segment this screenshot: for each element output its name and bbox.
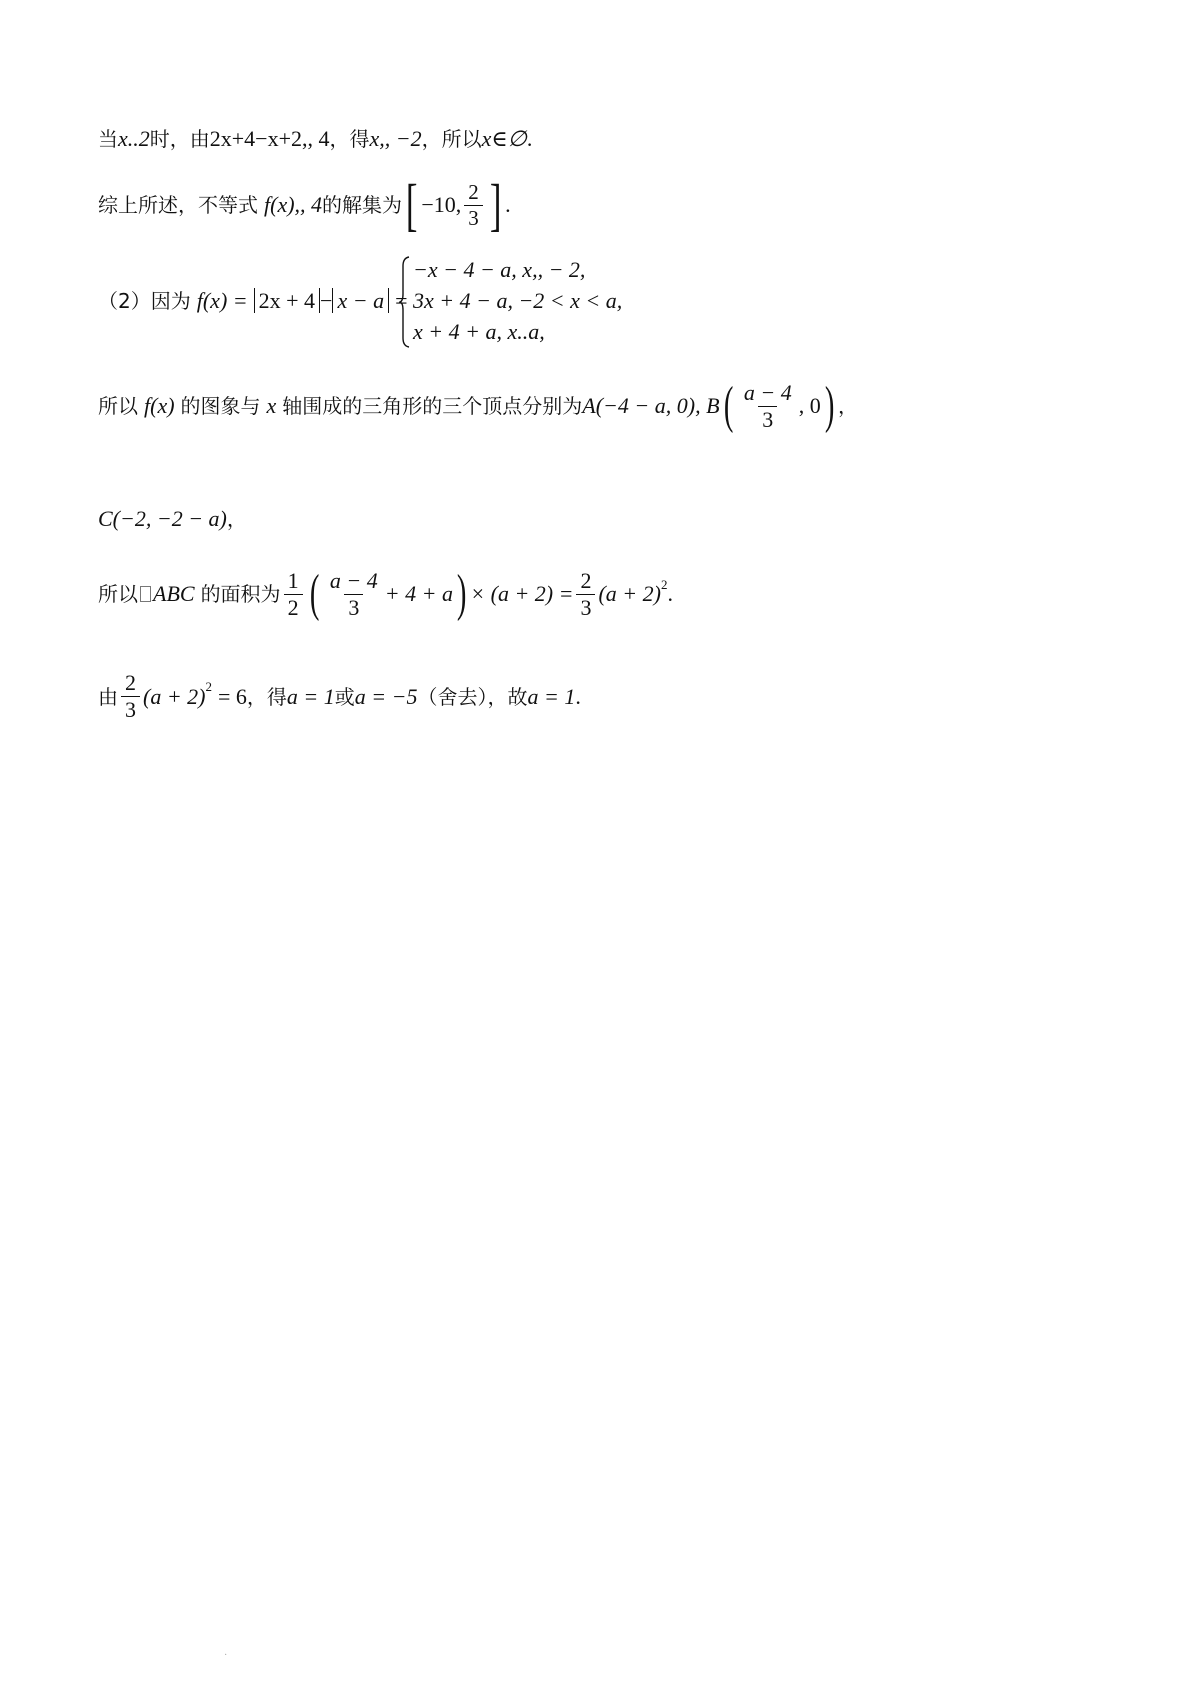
text: 的解集为 [322,193,403,217]
piecewise-cases [413,254,622,347]
fraction [121,672,140,721]
solution-line-2 [98,172,511,237]
close-bracket: ] [489,172,502,237]
math: f(x),, 4 [264,192,323,217]
solution-line-5 [98,508,247,530]
fraction [576,567,595,620]
open-paren: ( [723,377,733,434]
math: A(−4 − a, 0), B [582,393,720,418]
text: （2）因为 [98,288,191,313]
text: 当 [98,127,118,151]
open-bracket: [ [405,172,418,237]
text: 由 [98,684,118,709]
text: 所以 [98,582,138,606]
math: x..2 [118,126,150,151]
close-paren: ) [456,565,467,622]
math: x∈∅ [481,126,527,151]
fraction [326,567,382,620]
denominator: 3 [121,696,140,721]
close-paren: ) [824,377,835,434]
text: 的面积为 [200,582,281,606]
text: 轴围成的三角形的三个顶点分别为 [282,394,583,418]
case-row: −x − 4 − a, x,, − 2, [413,257,586,282]
math: x,, −2 [369,126,422,151]
math: × (a + 2) = [470,581,574,606]
math: ABC [153,581,195,606]
fraction [740,379,796,432]
open-paren: ( [309,565,319,622]
math: a = −5 [354,683,418,709]
text: 综上所述，不等式 [98,193,258,217]
math: = 6 [218,683,247,709]
exponent: 2 [660,576,668,592]
solution-line-7 [98,672,581,721]
math: −10, [421,192,462,217]
denominator: 3 [344,594,363,619]
math: , 0 [798,393,821,418]
math: (a + 2) [143,683,206,709]
text: ， [226,507,247,531]
denominator: 3 [464,205,483,229]
text: （舍去），故 [417,684,528,709]
absolute-value: x − a [332,288,389,313]
case-row: 3x + 4 − a, −2 < x < a, [413,288,623,313]
solution-line-1 [98,128,532,150]
solution-line-3 [98,288,408,313]
fraction [464,179,483,230]
text: . [505,192,511,217]
left-brace-icon [399,256,411,348]
denominator: 2 [284,594,303,619]
text: ，得 [329,127,370,151]
text: ，所以 [421,127,482,151]
denominator: 3 [758,406,777,431]
text: . [575,683,581,709]
numerator: a − 4 [329,567,378,593]
math: (a + 2) [598,581,661,606]
case-row: x + 4 + a, x..a, [413,319,545,344]
math: x [266,393,277,418]
math: 2x+4−x+2,, 4 [209,126,330,151]
text: . [667,581,673,606]
solution-line-4 [98,377,859,434]
absolute-value: 2x + 4 [254,288,320,313]
math: f(x) = [196,287,248,313]
exponent: 2 [205,679,212,694]
text: ，得 [246,684,287,709]
math: C(−2, −2 − a) [98,506,227,531]
text: 或 [334,684,355,709]
numerator: 2 [125,670,136,695]
solution-line-6 [98,565,673,622]
math: a = 1 [527,683,576,709]
numerator: 1 [287,567,299,593]
math: − [320,287,333,313]
text: ， [838,394,859,418]
fraction [284,567,303,620]
numerator: 2 [580,567,592,593]
text: 的图象与 [180,394,261,418]
numerator: a − 4 [743,379,792,405]
text: 时，由 [149,127,210,151]
numerator: 2 [468,179,479,204]
math: = [395,287,408,313]
denominator: 3 [576,594,595,619]
math: + 4 + a [384,581,453,606]
text: 所以 [98,394,138,418]
footer-mark: · [224,1650,228,1661]
math: f(x) [144,393,175,418]
math: a = 1 [286,683,335,709]
text: . [526,126,533,151]
triangle-symbol-icon [140,586,151,602]
